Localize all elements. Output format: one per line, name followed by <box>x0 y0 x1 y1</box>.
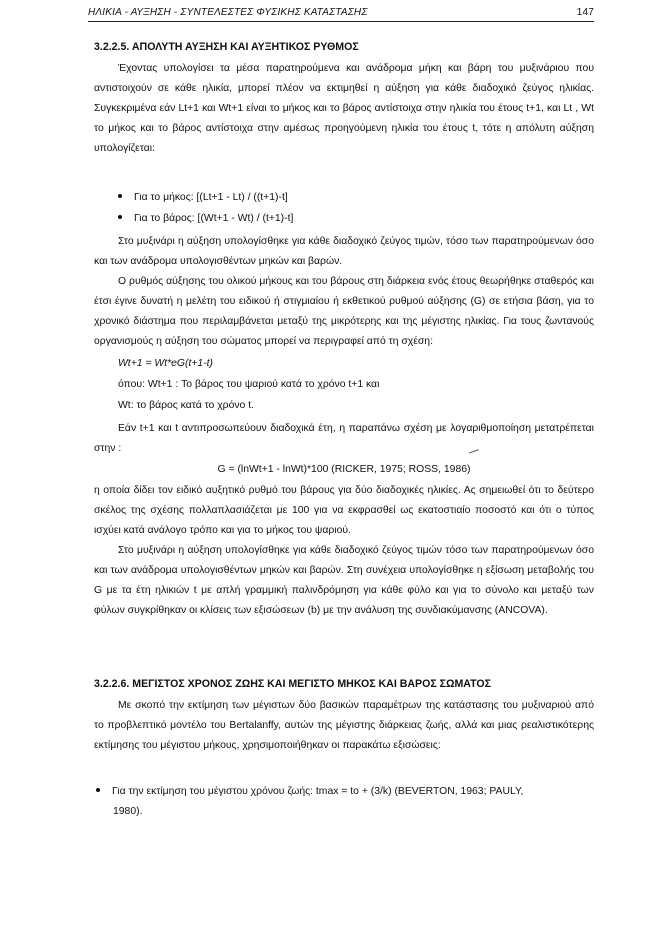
bullet-dot <box>118 215 122 219</box>
section-heading-max-lifespan: 3.2.2.6. ΜΕΓΙΣΤΟΣ ΧΡΟΝΟΣ ΖΩΗΣ ΚΑΙ ΜΕΓΙΣΤΟ ΜΗΚΟΣ ΚΑΙ ΒΑΡΟΣ ΣΩΜΑΤΟΣ <box>94 678 491 690</box>
paragraph-regression: Στο μυξινάρι η αύξηση υπολογίσθηκε για κάθε διαδοχικό ζεύγος τιμών τόσο των παρατηρούμενων όσο και των ανάδρομα υπολογισθέντων μηκών και βαρών. Στη συνέχεια υπολογίσθηκε η εξίσωση μεταβολής του G με τα έτη ηλικιών t με απλή γραμμική παλινδρόμηση για κάθε φύλο και για το σύνολο και μεταξύ των φύλων συγκρίθηκαν οι κλίσεις των εξισώσεων (b) με την ανάλυση της συνδιακύμανσης (ANCOVA). <box>94 545 594 616</box>
bullet-length-formula <box>118 192 288 203</box>
specific-growth-equation: G = (lnWt+1 - lnWt)*100 (RICKER, 1975; ROSS, 1986) <box>217 464 471 475</box>
paragraph-intro: Έχοντας υπολογίσει τα μέσα παρατηρούμενα και ανάδρομα μήκη και βάρη του μυξινάριου που αντιστοιχούν σε κάθε ηλικία, μπορεί πλέον να εκτιμηθεί η αύξηση για κάθε διαδοχικό ζεύγος ηλικίας. Συγκεκριμένα εάν Lt+1 και Wt+1 είναι το μήκος και το βάρος αντίστοιχα στην ηλικία του έτους t+1, και Lt , Wt το μήκος και το βάρος αντίστοιχα στην αμέσως προηγούμενη ηλικία του έτους t, τότε η απόλυτη αύξηση υπολογίζεται: <box>94 63 594 154</box>
paragraph-logarithm: Εάν t+1 και t αντιπροσωπεύουν διαδοχικά έτη, η παραπάνω σχέση με λογαριθμοποίηση μετατρέπεται στην : <box>94 423 594 454</box>
bullet-dot <box>96 788 100 792</box>
definition-wt1: όπου: Wt+1 : Το βάρος του ψαριού κατά το χρόνο t+1 και <box>118 379 380 390</box>
bullet-max-lifespan <box>96 786 523 797</box>
paragraph-growth-rate: Ο ρυθμός αύξησης του ολικού μήκους και του βάρους στη διάρκεια ενός έτους θεωρήθηκε σταθερός και έτσι έγινε δυνατή η μελέτη του ειδικού ή στιγμιαίου ή εκθετικού ρυθμού αύξησης (G) σε ετήσια βάση, για το χρονικό διάστημα που περιλαμβάνεται μεταξύ της μικρότερης και της μέγιστης ηλικίας. Για τους ζωντανούς οργανισμούς η αύξηση του σώματος μπορεί να περιγραφεί από τη σχέση: <box>94 276 594 347</box>
paragraph-specific-rate: η οποία δίδει τον ειδικό αυξητικό ρυθμό του βάρους για δύο διαδοχικές ηλικίες. Ας σημειωθεί ότι το δεύτερο σκέλος της σχέσης πολλαπλασιάζεται με 100 για να εκφρασθεί ως εκατοστιαίο ποσοστό και ότι ο τύπος ισχύει κατά ανάλογο τρόπο και για το μήκος του ψαριού. <box>94 485 594 536</box>
bullet-dot <box>118 194 122 198</box>
header-title: ΗΛΙΚΙΑ - ΑΥΞΗΣΗ - ΣΥΝΤΕΛΕΣΤΕΣ ΦΥΣΙΚΗΣ ΚΑΤΑΣΤΑΣΗΣ <box>88 7 368 18</box>
section-heading-absolute-growth: 3.2.2.5. ΑΠΟΛΥΤΗ ΑΥΞΗΣΗ ΚΑΙ ΑΥΞΗΤΙΚΟΣ ΡΥΘΜΟΣ <box>94 41 359 53</box>
paragraph-computation-note: Στο μυξινάρι η αύξηση υπολογίσθηκε για κάθε διαδοχικό ζεύγος τιμών, τόσο των παρατηρούμενων όσο και των ανάδρομα υπολογισθέντων μηκών και βαρών. <box>94 236 594 267</box>
paragraph-bertalanffy: Με σκοπό την εκτίμηση των μέγιστων δύο βασικών παραμέτρων της κατάστασης του μυξιναριού από το προβλεπτικό μοντέλο του Bertalanffy, αυτών της μέγιστης διάρκειας ζωής, αλλά και μιας ρεαλιστικότερης εκτίμησης του μέγιστου μήκους, χρησιμοποιήθηκαν οι παρακάτω εξισώσεις: <box>94 700 594 751</box>
definition-wt: Wt: το βάρος κατά το χρόνο t. <box>118 400 254 411</box>
bullet-text: Για το βάρος: [(Wt+1 - Wt) / (t+1)-t] <box>134 213 294 224</box>
page-number: 147 <box>576 7 594 18</box>
bullet-weight-formula <box>118 213 293 224</box>
bullet-text: Για την εκτίμηση του μέγιστου χρόνου ζωής: tmax = to + (3/k) (BEVERTON, 1963; PAULY, <box>112 786 524 797</box>
bullet-text: Για το μήκος: [(Lt+1 - Lt) / ((t+1)-t] <box>134 192 288 203</box>
growth-equation: Wt+1 = Wt*eG(t+1-t) <box>118 358 213 369</box>
bullet-continuation: 1980). <box>113 806 143 817</box>
running-header <box>88 7 594 22</box>
